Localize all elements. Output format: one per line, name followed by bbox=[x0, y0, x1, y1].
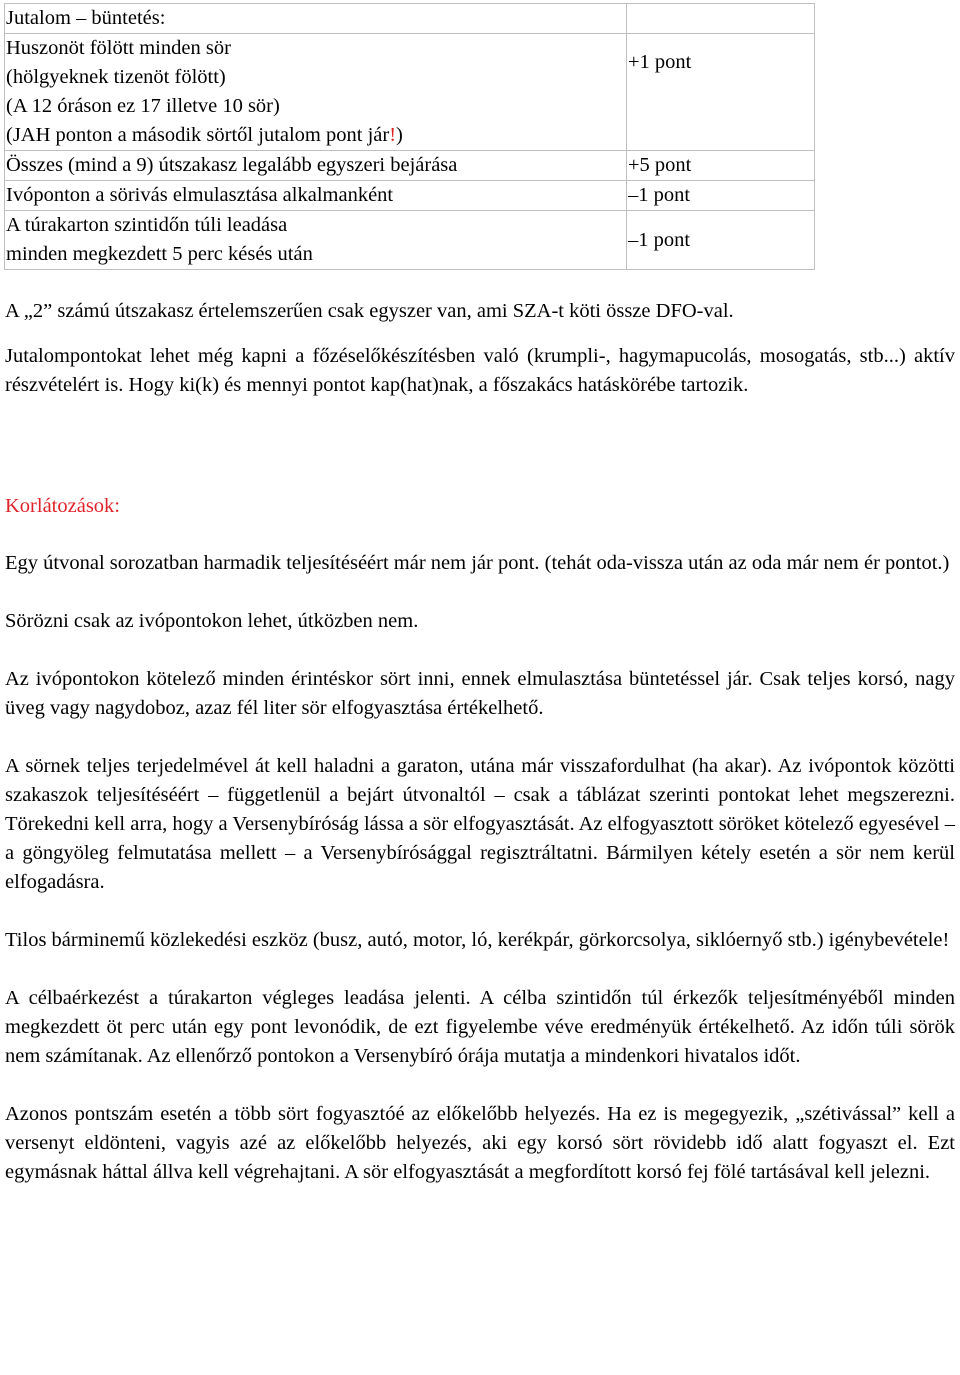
paragraph-route-2: A „2” számú útszakasz értelemszerűen csak egyszer van, ami SZA-t köti össze DFO-val. bbox=[5, 300, 734, 322]
reward-penalty-table bbox=[4, 3, 815, 270]
paragraph-bonus-points: Jutalompontokat lehet még kapni a főzéselőkészítésben való (krumpli-, hagymapucolás, mosogatás, stb...) aktív részvételért is. Hogy ki(k) és mennyi pontot kap(hat)nak, a főszakács hatáskörébe tartozik. bbox=[5, 345, 955, 396]
table-row-label bbox=[5, 211, 627, 270]
points-value: +5 pont bbox=[628, 154, 692, 176]
paragraph-beer-rules: A sörnek teljes terjedelmével át kell haladni a garaton, utána már visszafordulhat (ha akar). Az ivópontok közötti szakaszok teljesítéséért – függetlenül a bejárt útvonaltól – csak a táblázat szerinti pontokat lehet megszerezni. Törekedni kell arra, hogy a Versenybíróság lássa a sör elfogyasztását. Az elfogyasztott söröket kötelező egyesével – a göngyöleg felmutatása mellett – a Versenybírósággal regisztráltatni. Bármilyen kétely esetén a sör nem kerül elfogadásra. bbox=[5, 755, 955, 893]
table-header-row bbox=[5, 4, 815, 34]
table-row bbox=[5, 34, 815, 151]
points-value: –1 pont bbox=[628, 184, 691, 206]
paragraph-beer-only-at-stops: Sörözni csak az ivópontokon lehet, útközben nem. bbox=[5, 610, 419, 632]
closing-paren: ) bbox=[396, 124, 403, 146]
table-header bbox=[5, 4, 627, 34]
section-heading-restrictions: Korlátozások: bbox=[5, 495, 120, 517]
paragraph-route-repeat: Egy útvonal sorozatban harmadik teljesítéséért már nem jár pont. (tehát oda-vissza után az oda már nem ér pontot.) bbox=[5, 552, 950, 574]
row-line: Összes (mind a 9) útszakasz legalább egyszeri bejárása bbox=[6, 154, 458, 176]
points-value: –1 pont bbox=[628, 228, 691, 251]
row-line: (A 12 óráson ez 17 illetve 10 sör) bbox=[6, 95, 280, 117]
table-row-points bbox=[627, 211, 815, 270]
table-row bbox=[5, 211, 815, 270]
paragraph-vehicles-forbidden: Tilos bárminemű közlekedési eszköz (busz, autó, motor, ló, kerékpár, görkorcsolya, siklóernyő stb.) igénybevétele! bbox=[5, 929, 950, 951]
row-line-text: (JAH ponton a második sörtől jutalom pont jár bbox=[6, 124, 390, 146]
row-line: Huszonöt fölött minden sör bbox=[6, 37, 231, 59]
paragraph-tie-break: Azonos pontszám esetén a több sört fogyasztóé az előkelőbb helyezés. Ha ez is megegyezik, „szétivással” kell a versenyt eldönteni, vagyis azé az előkelőbb helyezés, aki egy korsó sört rövidebb idő alatt fogyaszt el. Ezt egymásnak háttal állva kell végrehajtani. A sör elfogyasztását a megfordított korsó fej fölé tartásával kell jelezni. bbox=[5, 1103, 955, 1183]
paragraph-finish-rules: A célbaérkezést a túrakarton végleges leadása jelenti. A célba szintidőn túl érkezők teljesítményéből minden megkezdett öt perc után egy pont levonódik, de ezt figyelembe véve eredményük értékelhető. Az időn túli sörök nem számítanak. Az ellenőrző pontokon a Versenybíró órája mutatja a mindenkori hivatalos időt. bbox=[5, 987, 955, 1067]
table-row-label bbox=[5, 181, 627, 211]
row-line: (hölgyeknek tizenöt fölött) bbox=[6, 66, 226, 88]
row-line-last bbox=[6, 121, 626, 150]
row-line: Ivóponton a sörivás elmulasztása alkalmanként bbox=[6, 184, 394, 206]
document-page bbox=[5, 3, 955, 1187]
table-row bbox=[5, 151, 815, 181]
table-header-text: Jutalom – büntetés: bbox=[6, 7, 166, 29]
table-row bbox=[5, 181, 815, 211]
table-row-label bbox=[5, 151, 627, 181]
table-row-points bbox=[627, 181, 815, 211]
table-row-label bbox=[5, 34, 627, 151]
points-value: +1 pont bbox=[628, 51, 692, 73]
exclamation-mark: ! bbox=[389, 124, 397, 146]
table-row-points bbox=[627, 151, 815, 181]
table-row-points bbox=[627, 34, 815, 151]
table-header-empty-cell bbox=[627, 4, 815, 34]
row-line: minden megkezdett 5 perc késés után bbox=[6, 243, 313, 265]
row-line: A túrakarton szintidőn túli leadása bbox=[6, 214, 288, 236]
paragraph-mandatory-drinking: Az ivópontokon kötelező minden érintéskor sört inni, ennek elmulasztása büntetéssel jár. Csak teljes korsó, nagy üveg vagy nagydoboz, azaz fél liter sör elfogyasztása értékelhető. bbox=[5, 668, 955, 719]
